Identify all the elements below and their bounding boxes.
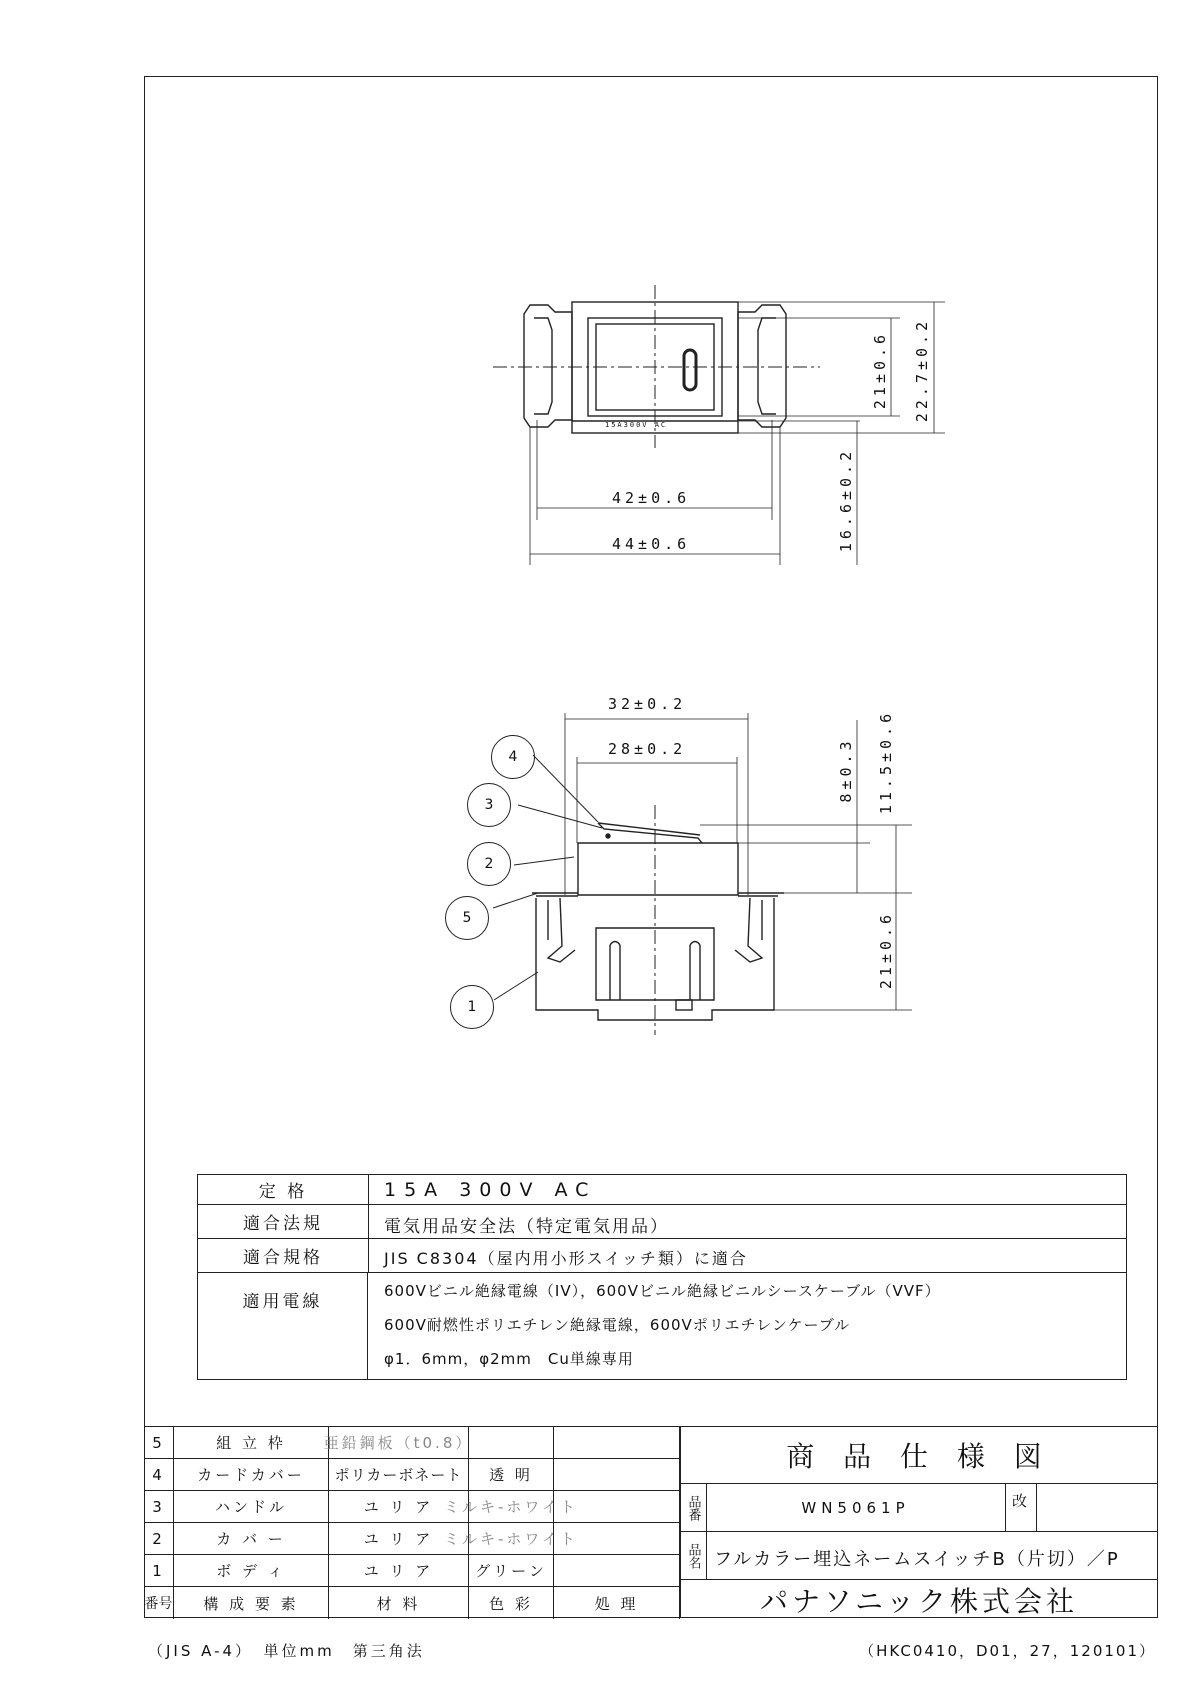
dim-21-side: 21±0.6 xyxy=(877,910,895,990)
company-name: パナソニック株式会社 xyxy=(759,1584,1079,1618)
spec-row-standard xyxy=(198,1239,1126,1273)
parts-header-no: 番号 xyxy=(144,1587,174,1619)
dim-rating-mark: 15A300V AC xyxy=(605,421,668,429)
title-block-name-row xyxy=(680,1532,1158,1580)
name-label: 品名 xyxy=(680,1532,707,1580)
spec-standard-label: 適合規格 xyxy=(198,1239,369,1272)
spec-wire-line1: 600Vビニル絶縁電線（IV），600Vビニル絶縁ビニルシースケーブル（VVF） xyxy=(384,1282,941,1300)
dim-22-7: 22.7±0.2 xyxy=(913,317,931,423)
parts-material: ユ リ ア xyxy=(329,1555,469,1587)
parts-treatment xyxy=(554,1523,680,1555)
spec-standard-value: JIS C8304（屋内用小形スイッチ類）に適合 xyxy=(384,1249,748,1268)
footer-left: （JIS A-4） 単位mm 第三角法 xyxy=(148,1642,425,1660)
dim-28: 28±0.2 xyxy=(608,740,687,758)
parts-color: ミルキ-ホワイト xyxy=(469,1491,554,1523)
parts-no: 5 xyxy=(144,1427,174,1459)
footer-right: （HKC0410，D01，27，120101） xyxy=(859,1642,1156,1660)
title-block-left-border xyxy=(680,1426,681,1618)
spec-row-rating xyxy=(198,1175,1126,1205)
spec-rating-label: 定 格 xyxy=(198,1175,369,1204)
dim-11-5: 11.5±0.6 xyxy=(877,709,895,815)
parts-part: カ バ ー xyxy=(174,1523,329,1555)
spec-law-value: 電気用品安全法（特定電気用品） xyxy=(384,1217,669,1237)
spec-rating-value: 15A 300V AC xyxy=(384,1179,597,1201)
parts-part: ハンドル xyxy=(174,1491,329,1523)
callout-1: 1 xyxy=(450,985,494,1029)
parts-treatment xyxy=(554,1555,680,1587)
dim-21-front: 21±0.6 xyxy=(871,330,889,410)
front-view xyxy=(493,285,945,565)
spec-row-law xyxy=(198,1205,1126,1239)
spec-wire-label: 適用電線 xyxy=(198,1273,368,1379)
title-block-title-cell xyxy=(680,1427,1158,1484)
dim-16-6: 16.6±0.2 xyxy=(837,447,855,553)
parts-treatment xyxy=(554,1427,680,1459)
parts-material: ユ リ ア xyxy=(329,1491,469,1523)
parts-material: ポリカーボネート xyxy=(329,1459,469,1491)
parts-header-part: 構 成 要 素 xyxy=(174,1587,329,1619)
parts-material: ユ リ ア xyxy=(329,1523,469,1555)
parts-table xyxy=(144,1426,680,1619)
drawing-title: 商 品 仕 様 図 xyxy=(786,1440,1052,1473)
parts-no: 3 xyxy=(144,1491,174,1523)
dim-8: 8±0.3 xyxy=(837,737,855,803)
spec-wire-line2: 600V耐燃性ポリエチレン絶縁電線，600Vポリエチレンケーブル xyxy=(384,1316,851,1334)
parts-no: 4 xyxy=(144,1459,174,1491)
parts-treatment xyxy=(554,1491,680,1523)
parts-no: 2 xyxy=(144,1523,174,1555)
dim-44: 44±0.6 xyxy=(612,535,691,553)
parts-color: ミルキ-ホワイト xyxy=(469,1523,554,1555)
dim-42: 42±0.6 xyxy=(612,489,691,507)
callout-4: 4 xyxy=(491,735,535,779)
product-name: フルカラー埋込ネームスイッチB（片切）／P xyxy=(714,1549,1120,1570)
spec-table xyxy=(197,1174,1127,1380)
callout-5: 5 xyxy=(445,896,489,940)
model-label: 品番 xyxy=(680,1484,707,1532)
revision-label: 改 xyxy=(1012,1492,1028,1510)
parts-treatment xyxy=(554,1459,680,1491)
parts-material: 亜鉛鋼板（t0.8） xyxy=(329,1427,469,1459)
parts-color: 透 明 xyxy=(469,1459,554,1491)
parts-header-color: 色 彩 xyxy=(469,1587,554,1619)
title-block xyxy=(680,1426,1158,1619)
parts-no: 1 xyxy=(144,1555,174,1587)
dim-32: 32±0.2 xyxy=(608,695,687,713)
spec-wire-line3: φ1．6mm，φ2mm Cu単線専用 xyxy=(384,1350,634,1368)
title-block-model-row xyxy=(680,1484,1158,1532)
parts-header-treatment: 処 理 xyxy=(554,1587,680,1619)
parts-part: カードカバー xyxy=(174,1459,329,1491)
parts-part: 組 立 枠 xyxy=(174,1427,329,1459)
parts-part: ボ デ ィ xyxy=(174,1555,329,1587)
model-number: WN5061P xyxy=(706,1484,1006,1532)
spec-row-wire xyxy=(198,1273,1126,1379)
parts-color: グリーン xyxy=(469,1555,554,1587)
parts-color xyxy=(469,1427,554,1459)
parts-header-material: 材 料 xyxy=(329,1587,469,1619)
callout-3: 3 xyxy=(467,783,511,827)
spec-law-label: 適合法規 xyxy=(198,1205,369,1238)
revision-divider xyxy=(1036,1484,1037,1532)
callout-2: 2 xyxy=(467,842,511,886)
